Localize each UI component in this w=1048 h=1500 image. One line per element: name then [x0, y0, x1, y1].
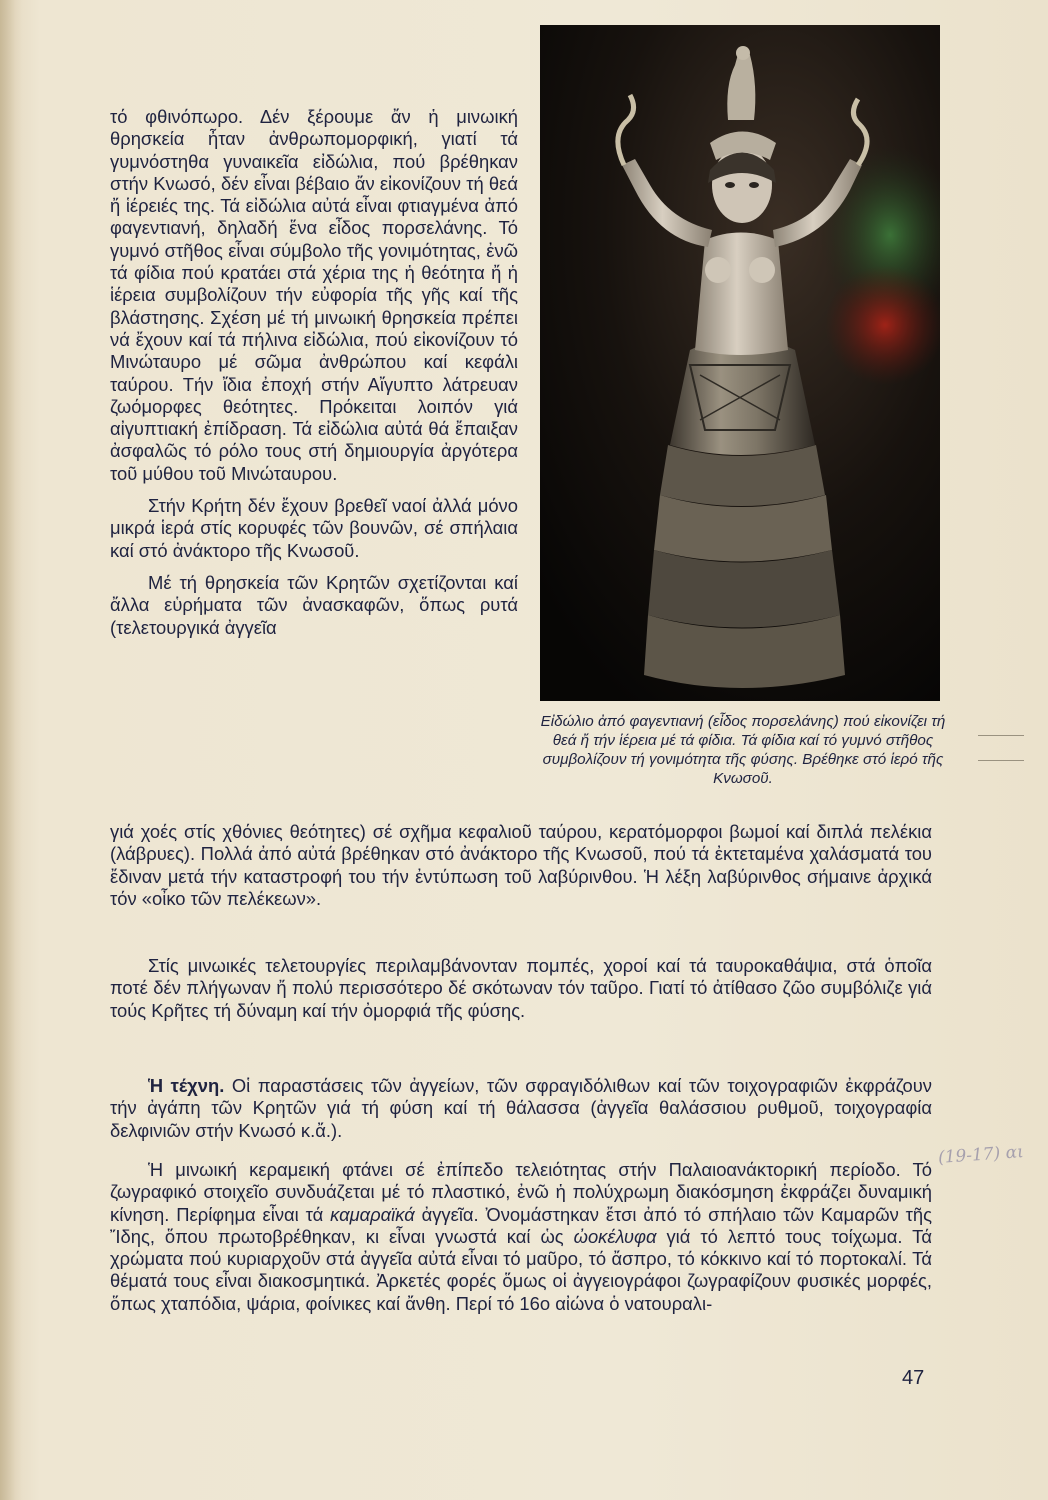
paragraph-rituals: Στίς μινωικές τελετουργίες περιλαμβάνονταν πομπές, χοροί καί τά ταυροκαθάψια, στά ὁποῖα ποτέ δέν πλήγωναν ἤ πολύ περισσότερο δέ σκότωναν τόν ταῦρο. Γιατί τό ἀτίθασο ζῶο συμβόλιζε γιά τούς Κρῆτες τή δύναμη καί τήν ὀμορφιά τῆς φύσης.	[110, 955, 932, 1021]
term-eggshell: ὠοκέλυφα	[573, 1225, 657, 1247]
pottery-text-c: γιά τό λεπτό τους τοίχωμα. Τά χρώματα πού κυριαρχοῦν στά ἀγγεῖα αὐτά εἶναι τό μαῦρο, τό ἄσπρο, τό κόκκινο καί τό πορτοκαλί. Τά θέματά τους εἶναι διακοσμητικά. Ἀρκετές φορές ὅμως οἱ ἀγγειογράφοι ζωγραφίζουν φυσικές μορφές, ὅπως χταπόδια, ψάρια, φοίνικες καί ἄνθη. Περί τό 16ο αἰώνα ὁ νατουραλι-	[110, 1225, 932, 1314]
snake-goddess-figurine-photo-icon	[540, 25, 940, 701]
paragraph-art	[110, 1075, 932, 1142]
paragraph-religion: τό φθινόπωρο. Δέν ξέρουμε ἄν ἡ μινωική θρησκεία ἦταν ἀνθρωπομορφική, γιατί τά γυμνόστηθα γυναικεῖα εἰδώλια, πού βρέθηκαν στήν Κνωσό, δέν εἶναι βέβαιο ἄν εἰκονίζουν τή θεά ἤ ἱέρειές της. Τά εἰδώλια αὐτά εἶναι φτιαγμένα ἀπό φαγεντιανή, δηλαδή ἕνα εἶδος πορσελάνης. Τό γυμνό στῆθος εἶναι σύμβολο τῆς γονιμότητας, ἐνῶ τά φίδια πού κρατάει στά χέρια της ἡ θεότητα ἤ ἡ ἱέρεια συμβολίζουν τήν εὐφορία τῆς γῆς καί τῆς βλάστησης. Σχέση μέ τή μινωική θρησκεία πρέπει νά ἔχουν καί τά πήλινα εἰδώλια, πού εἰκονίζουν τό Μινώταυρο μέ σῶμα ἀνθρώπου καί κεφάλι ταύρου. Τήν ἴδια ἐποχή στήν Αἴγυπτο λάτρευαν ζωόμορφες θεότητες. Πρόκειται λοιπόν γιά αἰγυπτιακή ἐπίδραση. Τά εἰδώλια αὐτά θά ἔπαιξαν ἀσφαλῶς τό ρόλο τους στή δημιουργία ἀργότερα τοῦ μύθου τοῦ Μινώταυρου.	[110, 106, 518, 484]
figurine-photo	[540, 25, 940, 701]
paragraph-sanctuaries: Στήν Κρήτη δέν ἔχουν βρεθεῖ ναοί ἀλλά μόνο μικρά ἱερά στίς κορυφές τῶν βουνῶν, σέ σπήλαια καί στό ἀνάκτορο τῆς Κνωσοῦ.	[110, 495, 518, 561]
section-heading-art: Ἡ τέχνη.	[148, 1075, 225, 1096]
handwritten-margin-note: (19-17) αι	[937, 1142, 1025, 1168]
paragraph-pottery	[110, 1159, 932, 1315]
term-kamares: καμαραϊκά	[330, 1203, 415, 1225]
pottery-text-b: ἀγγεῖα. Ὀνομάστηκαν ἔτσι ἀπό τό σπήλαιο τῶν Καμαρῶν τῆς Ἴδης, ὅπου πρωτοβρέθηκαν, κι εἶναι γνωστά καί ὡς	[110, 1203, 932, 1247]
spine-shadow	[0, 0, 22, 1500]
art-paragraph-text: Οἱ παραστάσεις τῶν ἀγγείων, τῶν σφραγιδόλιθων καί τῶν τοιχογραφιῶν ἐκφράζουν τήν ἀγάπη τῶν Κρητῶν γιά τή φύση καί τή θάλασσα (ἀγγεῖα θαλάσσιου ρυθμοῦ, τοιχογραφία δελφινιῶν στήν Κνωσό κ.ἄ.).	[110, 1075, 932, 1141]
margin-rule	[978, 760, 1024, 761]
pottery-text-a: Ἡ μινωική κεραμεική φτάνει σέ ἐπίπεδο τελειότητας στήν Παλαιοανάκτορική περίοδο. Τό ζωγραφικό στοιχεῖο συνδυάζεται μέ τό πλαστικό, ἐνῶ ἡ πολύχρωμη διακόσμηση ἐκφράζει δυναμική κίνηση. Περίφημα εἶναι τά	[110, 1159, 932, 1225]
left-text-column	[110, 106, 518, 639]
paragraph-finds-continued: γιά χοές στίς χθόνιες θεότητες) σέ σχῆμα κεφαλιοῦ ταύρου, κερατόμορφοι βωμοί καί διπλά πελέκια (λάβρυες). Πολλά ἀπό αὐτά βρέθηκαν στό ἀνάκτορο τῆς Κνωσοῦ, πού τά ἐκτεταμένα χαλάσματά του ἔδιναν μετά τήν καταστροφή του τήν ἐντύπωση τοῦ λαβύρινθου. Ἡ λέξη λαβύρινθος σήμαινε ἀρχικά τόν «οἶκο τῶν πελέκεων».	[110, 821, 932, 909]
margin-rule	[978, 735, 1024, 736]
figure-caption: Εἰδώλιο ἀπό φαγεντιανή (εἶδος πορσελάνης) πού εἰκονίζει τή θεά ἤ τήν ἱέρεια μέ τά φίδια. Τά φίδια καί τό γυμνό στῆθος συμβολίζουν τή γονιμότητα τῆς φύσης. Βρέθηκε στό ἱερό τῆς Κνωσοῦ.	[540, 713, 946, 787]
paragraph-finds-start: Μέ τή θρησκεία τῶν Κρητῶν σχετίζονται καί ἄλλα εὑρήματα τῶν ἀνασκαφῶν, ὅπως ρυτά (τελετουργικά ἀγγεῖα	[110, 571, 518, 638]
page-number: 47	[902, 1367, 925, 1389]
